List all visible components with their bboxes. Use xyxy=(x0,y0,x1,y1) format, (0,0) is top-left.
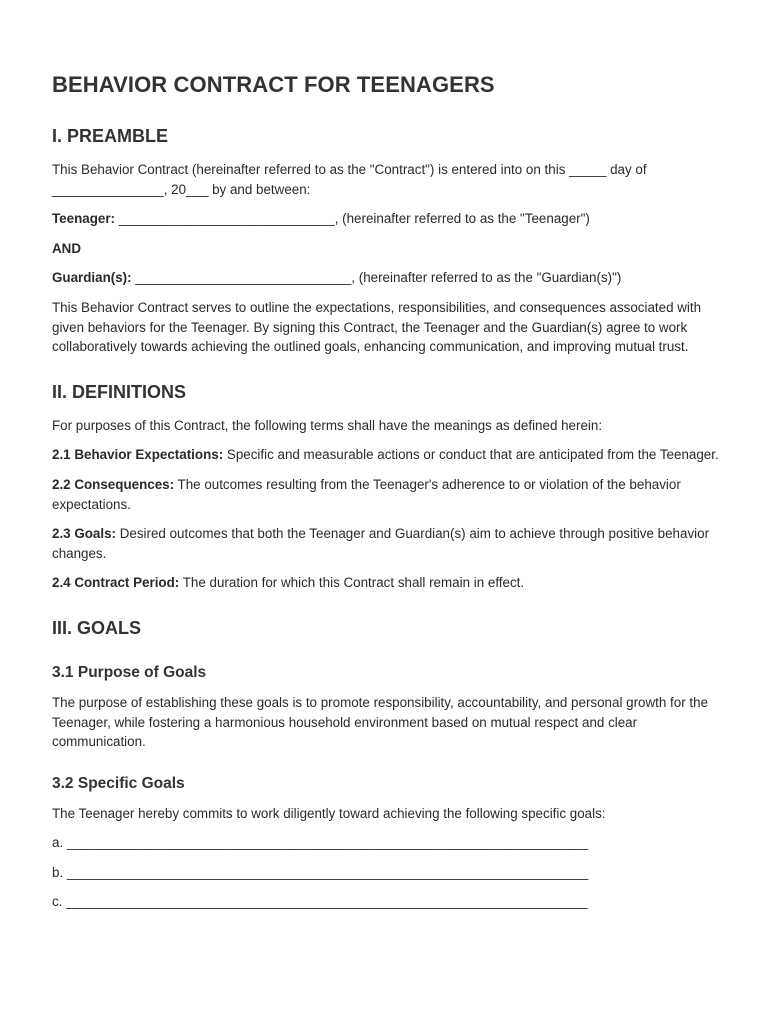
document-page xyxy=(52,70,724,912)
preamble-intro: This Behavior Contract (hereinafter referred to as the "Contract") is entered into on this _____ day of _______________, 20___ by and between: xyxy=(52,162,647,197)
document-title: BEHAVIOR CONTRACT FOR TEENAGERS xyxy=(52,72,495,97)
guardian-text: _____________________________, (hereinafter referred to as the "Guardian(s)") xyxy=(131,270,622,286)
definition-item xyxy=(52,445,724,465)
guardian-label: Guardian(s): xyxy=(52,270,132,286)
goals-heading: III. GOALS xyxy=(52,617,142,638)
definition-term: 2.3 Goals: xyxy=(52,526,117,542)
definition-item xyxy=(52,573,724,593)
guardian-line xyxy=(52,268,724,288)
definition-term: 2.4 Contract Period: xyxy=(52,575,180,591)
and-line xyxy=(52,239,724,259)
purpose-of-goals-heading: 3.1 Purpose of Goals xyxy=(52,663,207,681)
definition-item xyxy=(52,524,724,563)
teenager-label: Teenager: xyxy=(52,211,116,227)
teenager-line xyxy=(52,209,724,229)
definitions-intro: For purposes of this Contract, the following terms shall have the meanings as defined herein: xyxy=(52,417,603,433)
goal-line-b: b. ______________________________________________________________________ xyxy=(52,864,589,880)
definition-term: 2.1 Behavior Expectations: xyxy=(52,447,224,463)
preamble-purpose: This Behavior Contract serves to outline the expectations, responsibilities, and consequences associated with given behaviors for the Teenager. By signing this Contract, the Teenager and the Guardian(s) agree to work collaboratively towards achieving the outlined goals, enhancing communication, and improving mutual trust. xyxy=(52,299,702,355)
specific-goals-intro: The Teenager hereby commits to work diligently toward achieving the following specific goals: xyxy=(52,805,606,821)
and-label: AND xyxy=(52,240,82,256)
teenager-text: _____________________________, (hereinafter referred to as the "Teenager") xyxy=(115,211,590,227)
definition-item xyxy=(52,475,724,514)
definition-text: The outcomes resulting from the Teenager's adherence to or violation of the behavior expectations. xyxy=(52,476,681,512)
preamble-heading: I. PREAMBLE xyxy=(52,126,169,146)
goal-line-c: c. ______________________________________________________________________ xyxy=(52,894,588,910)
specific-goals-heading: 3.2 Specific Goals xyxy=(52,774,185,792)
definition-text: Desired outcomes that both the Teenager and Guardian(s) aim to achieve through positive behavior changes. xyxy=(52,526,710,561)
definition-text: The duration for which this Contract shall remain in effect. xyxy=(179,575,525,591)
goal-line-a: a. ______________________________________________________________________ xyxy=(52,835,589,851)
purpose-of-goals-text: The purpose of establishing these goals is to promote responsibility, accountability, and personal growth for the Teenager, while fostering a harmonious household environment based on mutual respect and clear communication. xyxy=(52,694,709,750)
definition-term: 2.2 Consequences: xyxy=(52,476,175,492)
definition-text: Specific and measurable actions or conduct that are anticipated from the Teenager. xyxy=(223,447,719,463)
definitions-heading: II. DEFINITIONS xyxy=(52,381,187,402)
